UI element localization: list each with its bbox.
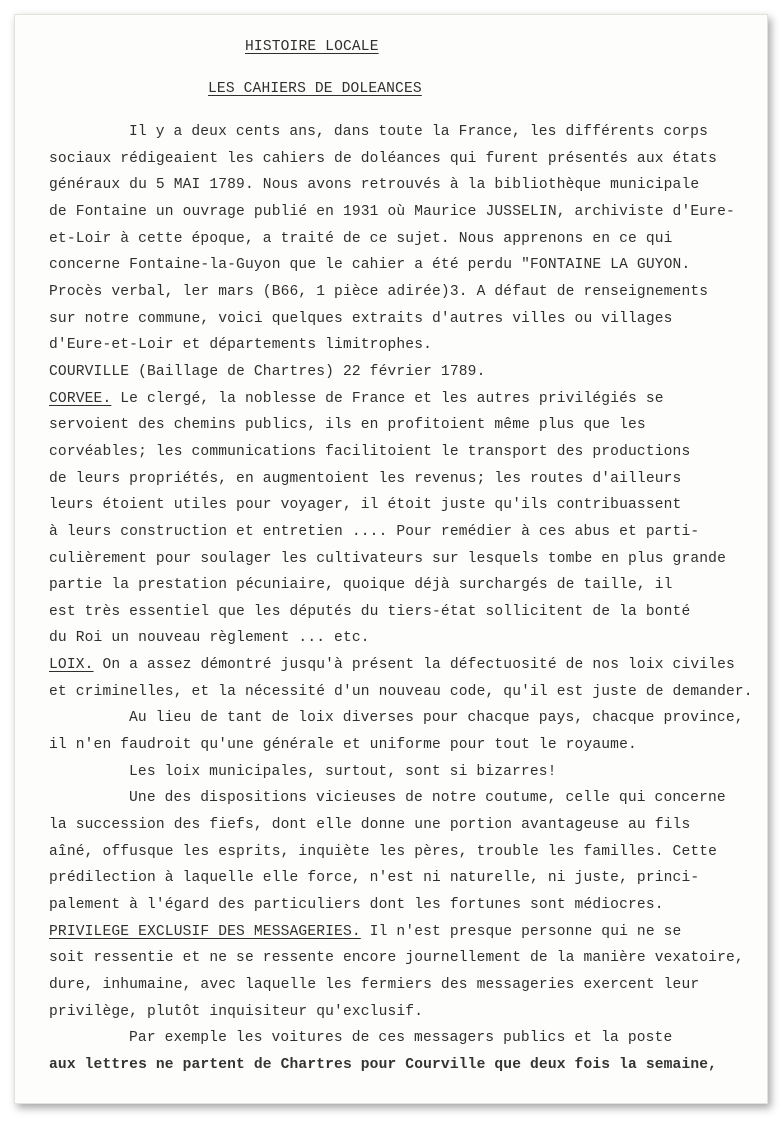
text-line: concerne Fontaine-la-Guyon que le cahier a été perdu "FONTAINE LA GUYON.	[49, 257, 691, 274]
page-heading: HISTOIRE LOCALE	[245, 39, 379, 55]
text-line: privilège, plutôt inquisiteur qu'exclusif.	[49, 1003, 424, 1020]
text-line: il n'en faudroit qu'une générale et uniforme pour tout le royaume.	[49, 737, 637, 754]
text-line: généraux du 5 MAI 1789. Nous avons retrouvés à la bibliothèque municipale	[49, 177, 700, 194]
text-line: aîné, offusque les esprits, inquiète les pères, trouble les familles. Cette	[49, 843, 718, 860]
text-line: et criminelles, et la nécessité d'un nouveau code, qu'il est juste de demander.	[49, 683, 753, 700]
text-line: Il y a deux cents ans, dans toute la France, les différents corps	[129, 124, 708, 140]
document-page	[14, 14, 768, 1104]
text-line: Procès verbal, ler mars (B66, 1 pièce adirée)3. A défaut de renseignements	[49, 283, 709, 300]
text-line: la succession des fiefs, dont elle donne une portion avantageuse au fils	[49, 817, 691, 834]
document-body	[49, 35, 753, 1079]
text-line: sur notre commune, voici quelques extraits d'autres villes ou villages	[49, 310, 673, 327]
text-line: corvéables; les communications facilitoient le transport des productions	[49, 443, 691, 460]
text-line: culièrement pour soulager les cultivateurs sur lesquels tombe en plus grande	[49, 550, 726, 567]
text-line: PRIVILEGE EXCLUSIF DES MESSAGERIES. Il n'est presque personne qui ne se	[49, 923, 682, 940]
section-label: PRIVILEGE EXCLUSIF DES MESSAGERIES.	[49, 923, 361, 940]
text-line: et-Loir à cette époque, a traité de ce sujet. Nous apprenons en ce qui	[49, 230, 673, 247]
text-line: du Roi un nouveau règlement ... etc.	[49, 630, 370, 647]
text-line: prédilection à laquelle elle force, n'est ni naturelle, ni juste, princi-	[49, 870, 700, 887]
text-line: à leurs construction et entretien .... Pour remédier à ces abus et parti-	[49, 523, 700, 540]
text-line: est très essentiel que les députés du tiers-état sollicitent de la bonté	[49, 603, 691, 620]
text-line: COURVILLE (Baillage de Chartres) 22 février 1789.	[49, 363, 486, 380]
text-line: sociaux rédigeaient les cahiers de doléances qui furent présentés aux états	[49, 150, 718, 167]
text-line: aux lettres ne partent de Chartres pour Courville que deux fois la semaine,	[49, 1056, 718, 1073]
text-line: Par exemple les voitures de ces messagers publics et la poste	[129, 1030, 673, 1047]
text-line: Au lieu de tant de loix diverses pour chacque pays, chacque province,	[129, 710, 744, 727]
text-line: partie la prestation pécuniaire, quoique déjà surchargés de taille, il	[49, 577, 673, 594]
page-subheading: LES CAHIERS DE DOLEANCES	[208, 81, 422, 97]
text-line: de Fontaine un ouvrage publié en 1931 où Maurice JUSSELIN, archiviste d'Eure-	[49, 203, 735, 220]
text-line: palement à l'égard des particuliers dont les fortunes sont médiocres.	[49, 897, 664, 914]
section-label: LOIX.	[49, 657, 94, 674]
section-label: CORVEE.	[49, 390, 112, 407]
text-line: servoient des chemins publics, ils en profitoient même plus que les	[49, 417, 646, 434]
text-line: de leurs propriétés, en augmentoient les revenus; les routes d'ailleurs	[49, 470, 682, 487]
text-line: dure, inhumaine, avec laquelle les fermiers des messageries exercent leur	[49, 977, 700, 993]
text-line: Les loix municipales, surtout, sont si bizarres!	[129, 763, 557, 780]
text-line: CORVEE. Le clergé, la noblesse de France et les autres privilégiés se	[49, 390, 664, 407]
text-line: leurs étoient utiles pour voyager, il étoit juste qu'ils contribuassent	[49, 497, 682, 514]
text-line: Une des dispositions vicieuses de notre coutume, celle qui concerne	[129, 790, 726, 807]
text-line: soit ressentie et ne se ressente encore journellement de la manière vexatoire,	[49, 950, 744, 967]
text-line: d'Eure-et-Loir et départements limitrophes.	[49, 337, 433, 354]
text-line: LOIX. On a assez démontré jusqu'à présent la défectuosité de nos loix civiles	[49, 657, 735, 674]
